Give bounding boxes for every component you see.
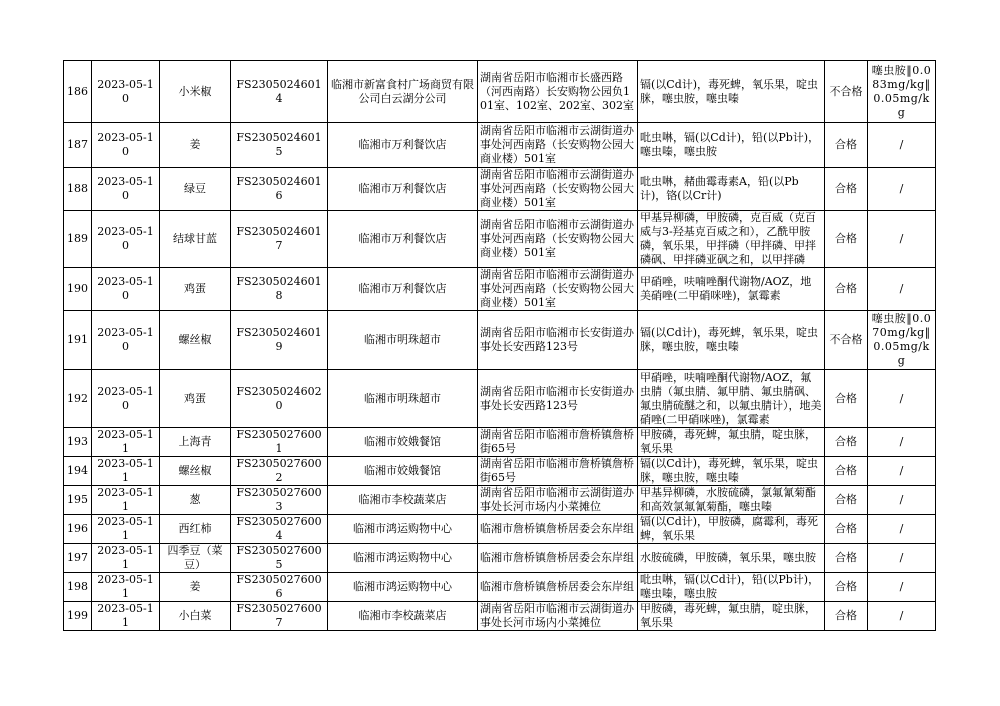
test-items: 甲基异柳磷，水胺硫磷，氯氟氰菊酯和高效氯氟氰菊酯，噻虫嗪: [638, 486, 825, 515]
failed-item-note: /: [868, 544, 936, 573]
sampling-date: 2023-05-10: [92, 311, 160, 370]
sampling-date: 2023-05-11: [92, 544, 160, 573]
test-items: 镉(以Cd计)，毒死蜱，氧乐果，啶虫脒，噻虫胺，噻虫嗪: [638, 311, 825, 370]
row-number: 192: [64, 370, 92, 428]
test-result: 合格: [825, 211, 868, 268]
sample-code: FS23050276006: [231, 573, 328, 602]
test-result: 合格: [825, 268, 868, 311]
row-number: 190: [64, 268, 92, 311]
inspection-results-table: [63, 60, 936, 631]
product-name: 四季豆（菜豆）: [160, 544, 231, 573]
sampling-date: 2023-05-11: [92, 515, 160, 544]
store-address: 湖南省岳阳市临湘市詹桥镇詹桥街65号: [478, 428, 638, 457]
test-result: 合格: [825, 515, 868, 544]
test-items: 吡虫啉，镉(以Cd计)，铅(以Pb计)，噻虫嗪，噻虫胺: [638, 123, 825, 168]
row-number: 196: [64, 515, 92, 544]
table-row: [64, 457, 936, 486]
failed-item-note: /: [868, 602, 936, 631]
table-row: [64, 544, 936, 573]
test-result: 合格: [825, 457, 868, 486]
store-name: 临湘市李校蔬菜店: [328, 486, 478, 515]
sample-code: FS23050246015: [231, 123, 328, 168]
row-number: 199: [64, 602, 92, 631]
product-name: 螺丝椒: [160, 311, 231, 370]
store-address: 湖南省岳阳市临湘市云湖街道办事处长河市场内小菜摊位: [478, 602, 638, 631]
product-name: 上海青: [160, 428, 231, 457]
table-row: [64, 211, 936, 268]
row-number: 186: [64, 61, 92, 123]
test-result: 合格: [825, 123, 868, 168]
table-row: [64, 123, 936, 168]
table-row: [64, 515, 936, 544]
failed-item-note: /: [868, 211, 936, 268]
store-address: 湖南省岳阳市临湘市云湖街道办事处河西南路（长安购物公园大商业楼）501室: [478, 268, 638, 311]
table-row: [64, 428, 936, 457]
sample-code: FS23050276005: [231, 544, 328, 573]
sampling-date: 2023-05-11: [92, 428, 160, 457]
sample-code: FS23050246019: [231, 311, 328, 370]
store-address: 临湘市詹桥镇詹桥居委会东岸组: [478, 515, 638, 544]
product-name: 葱: [160, 486, 231, 515]
store-name: 临湘市万利餐饮店: [328, 268, 478, 311]
product-name: 鸡蛋: [160, 268, 231, 311]
sample-code: FS23050276003: [231, 486, 328, 515]
product-name: 小白菜: [160, 602, 231, 631]
table-row: [64, 573, 936, 602]
failed-item-note: 噻虫胺‖0.083mg/kg‖0.05mg/kg: [868, 61, 936, 123]
row-number: 198: [64, 573, 92, 602]
product-name: 西红柿: [160, 515, 231, 544]
test-result: 合格: [825, 428, 868, 457]
test-items: 水胺硫磷，甲胺磷，氧乐果，噻虫胺: [638, 544, 825, 573]
sample-code: FS23050276001: [231, 428, 328, 457]
store-address: 湖南省岳阳市临湘市长安街道办事处长安西路123号: [478, 370, 638, 428]
row-number: 187: [64, 123, 92, 168]
failed-item-note: /: [868, 457, 936, 486]
store-name: 临湘市万利餐饮店: [328, 168, 478, 211]
store-address: 湖南省岳阳市临湘市云湖街道办事处河西南路（长安购物公园大商业楼）501室: [478, 211, 638, 268]
store-address: 湖南省岳阳市临湘市云湖街道办事处河西南路（长安购物公园大商业楼）501室: [478, 123, 638, 168]
product-name: 螺丝椒: [160, 457, 231, 486]
store-address: 湖南省岳阳市临湘市长安街道办事处长安西路123号: [478, 311, 638, 370]
store-name: 临湘市鸿运购物中心: [328, 515, 478, 544]
test-result: 合格: [825, 544, 868, 573]
product-name: 姜: [160, 573, 231, 602]
failed-item-note: /: [868, 268, 936, 311]
store-address: 临湘市詹桥镇詹桥居委会东岸组: [478, 573, 638, 602]
table-row: [64, 486, 936, 515]
sample-code: FS23050246017: [231, 211, 328, 268]
test-items: 镉(以Cd计)，甲胺磷，腐霉利，毒死蜱，氧乐果: [638, 515, 825, 544]
store-address: 临湘市詹桥镇詹桥居委会东岸组: [478, 544, 638, 573]
sampling-date: 2023-05-11: [92, 573, 160, 602]
row-number: 194: [64, 457, 92, 486]
failed-item-note: 噻虫胺‖0.070mg/kg‖0.05mg/kg: [868, 311, 936, 370]
product-name: 小米椒: [160, 61, 231, 123]
sample-code: FS23050246020: [231, 370, 328, 428]
store-name: 临湘市万利餐饮店: [328, 123, 478, 168]
sampling-date: 2023-05-11: [92, 486, 160, 515]
test-items: 甲基异柳磷，甲胺磷，克百威（克百威与3-羟基克百威之和），乙酰甲胺磷，氧乐果，甲拌磷（甲拌磷、甲拌磷砜、甲拌磷亚砜之和，以甲拌磷: [638, 211, 825, 268]
sampling-date: 2023-05-10: [92, 268, 160, 311]
sample-code: FS23050276002: [231, 457, 328, 486]
sample-code: FS23050246016: [231, 168, 328, 211]
test-items: 甲硝唑，呋喃唑酮代谢物/AOZ，氟虫腈（氟虫腈、氟甲腈、氟虫腈砜、氟虫腈硫醚之和，以氟虫腈计），地美硝唑(二甲硝咪唑)，氯霉素: [638, 370, 825, 428]
failed-item-note: /: [868, 573, 936, 602]
test-items: 吡虫啉，赭曲霉毒素A，铅(以Pb计)，铬(以Cr计): [638, 168, 825, 211]
test-items: 甲胺磷，毒死蜱，氟虫腈，啶虫脒，氧乐果: [638, 602, 825, 631]
test-items: 甲硝唑，呋喃唑酮代谢物/AOZ，地美硝唑(二甲硝咪唑)，氯霉素: [638, 268, 825, 311]
test-result: 合格: [825, 370, 868, 428]
table-row: [64, 602, 936, 631]
failed-item-note: /: [868, 428, 936, 457]
store-name: 临湘市新富食村广场商贸有限公司白云湖分公司: [328, 61, 478, 123]
test-result: 合格: [825, 168, 868, 211]
sampling-date: 2023-05-11: [92, 602, 160, 631]
table-row: [64, 61, 936, 123]
failed-item-note: /: [868, 168, 936, 211]
test-items: 甲胺磷，毒死蜱，氟虫腈，啶虫脒，氧乐果: [638, 428, 825, 457]
sampling-date: 2023-05-10: [92, 61, 160, 123]
sampling-date: 2023-05-11: [92, 457, 160, 486]
product-name: 鸡蛋: [160, 370, 231, 428]
table-row: [64, 268, 936, 311]
sampling-date: 2023-05-10: [92, 370, 160, 428]
table-row: [64, 370, 936, 428]
row-number: 197: [64, 544, 92, 573]
table-body: [64, 61, 936, 631]
store-name: 临湘市鸿运购物中心: [328, 573, 478, 602]
store-name: 临湘市姣娥餐馆: [328, 428, 478, 457]
failed-item-note: /: [868, 123, 936, 168]
store-address: 湖南省岳阳市临湘市长盛西路（河西南路）长安购物公园负101室、102室、202室、302室: [478, 61, 638, 123]
row-number: 191: [64, 311, 92, 370]
store-name: 临湘市万利餐饮店: [328, 211, 478, 268]
store-address: 湖南省岳阳市临湘市云湖街道办事处河西南路（长安购物公园大商业楼）501室: [478, 168, 638, 211]
test-result: 合格: [825, 602, 868, 631]
test-result: 不合格: [825, 311, 868, 370]
product-name: 姜: [160, 123, 231, 168]
table-row: [64, 311, 936, 370]
row-number: 193: [64, 428, 92, 457]
store-name: 临湘市姣娥餐馆: [328, 457, 478, 486]
sample-code: FS23050246018: [231, 268, 328, 311]
test-result: 不合格: [825, 61, 868, 123]
sample-code: FS23050246014: [231, 61, 328, 123]
sample-code: FS23050276004: [231, 515, 328, 544]
sampling-date: 2023-05-10: [92, 168, 160, 211]
sampling-date: 2023-05-10: [92, 123, 160, 168]
store-name: 临湘市李校蔬菜店: [328, 602, 478, 631]
store-address: 湖南省岳阳市临湘市詹桥镇詹桥街65号: [478, 457, 638, 486]
test-items: 镉(以Cd计)，毒死蜱，氧乐果，啶虫脒，噻虫胺，噻虫嗪: [638, 61, 825, 123]
product-name: 绿豆: [160, 168, 231, 211]
test-items: 吡虫啉，镉(以Cd计)，铅(以Pb计)，噻虫嗪，噻虫胺: [638, 573, 825, 602]
table-row: [64, 168, 936, 211]
sample-code: FS23050276007: [231, 602, 328, 631]
row-number: 195: [64, 486, 92, 515]
store-name: 临湘市明珠超市: [328, 311, 478, 370]
failed-item-note: /: [868, 370, 936, 428]
failed-item-note: /: [868, 515, 936, 544]
row-number: 189: [64, 211, 92, 268]
test-items: 镉(以Cd计)，毒死蜱，氧乐果，啶虫脒，噻虫胺，噻虫嗪: [638, 457, 825, 486]
store-name: 临湘市鸿运购物中心: [328, 544, 478, 573]
sampling-date: 2023-05-10: [92, 211, 160, 268]
row-number: 188: [64, 168, 92, 211]
test-result: 合格: [825, 486, 868, 515]
store-name: 临湘市明珠超市: [328, 370, 478, 428]
store-address: 湖南省岳阳市临湘市云湖街道办事处长河市场内小菜摊位: [478, 486, 638, 515]
product-name: 结球甘蓝: [160, 211, 231, 268]
failed-item-note: /: [868, 486, 936, 515]
test-result: 合格: [825, 573, 868, 602]
